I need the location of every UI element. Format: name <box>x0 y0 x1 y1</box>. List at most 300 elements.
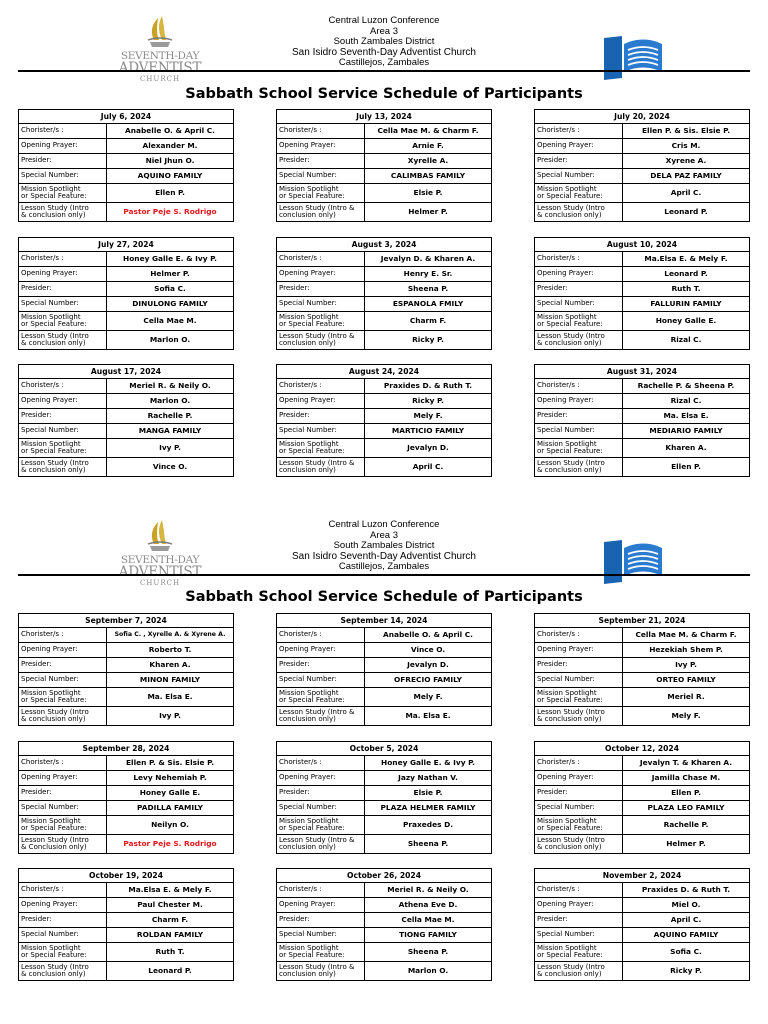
row-label: Mission Spotlight or Special Feature: <box>535 688 623 706</box>
row-lesson <box>535 458 749 476</box>
row-lesson <box>19 331 233 349</box>
value-special: AQUINO FAMILY <box>137 171 203 181</box>
row-presider <box>535 154 749 169</box>
value-opening: Arnie F. <box>412 141 444 151</box>
row-label: Presider: <box>535 409 623 423</box>
value-chorister: Ma.Elsa E. & Mely F. <box>128 885 212 895</box>
row-label: Chorister/s : <box>535 252 623 266</box>
value-chorister: Praxides D. & Ruth T. <box>641 885 731 895</box>
row-opening <box>19 394 233 409</box>
row-opening <box>19 643 233 658</box>
row-opening <box>535 267 749 282</box>
row-label: Opening Prayer: <box>277 898 365 912</box>
value-lesson: Ricky P. <box>412 335 444 345</box>
value-lesson: Marlon O. <box>407 966 449 976</box>
value-presider: Xyrelle A. <box>407 156 449 166</box>
header-church: San Isidro Seventh-Day Adventist Church <box>292 46 476 58</box>
row-chorister <box>19 756 233 771</box>
row-label: Special Number: <box>277 169 365 183</box>
schedule-card <box>18 741 234 854</box>
value-mission: Charm F. <box>409 316 447 326</box>
row-label: Chorister/s : <box>535 628 623 642</box>
value-mission: April C. <box>670 188 702 198</box>
value-opening: Marlon O. <box>149 396 191 406</box>
row-special <box>19 424 233 439</box>
page-header-2 <box>0 518 768 588</box>
row-label: Chorister/s : <box>19 124 107 138</box>
schedule-card <box>276 364 492 477</box>
row-lesson <box>277 203 491 221</box>
value-special: MEDIARIO FAMILY <box>649 426 723 436</box>
value-presider: Cella Mae M. <box>401 915 455 925</box>
row-label: Mission Spotlight or Special Feature: <box>277 943 365 961</box>
row-label: Special Number: <box>19 801 107 815</box>
row-label: Mission Spotlight or Special Feature: <box>277 688 365 706</box>
row-label: Opening Prayer: <box>535 394 623 408</box>
row-presider <box>277 658 491 673</box>
value-presider: Kharen A. <box>149 660 191 670</box>
row-mission <box>535 439 749 458</box>
value-opening: Jamilla Chase M. <box>651 773 721 783</box>
value-lesson: Ellen P. <box>671 462 701 472</box>
row-label: Chorister/s : <box>277 124 365 138</box>
row-special <box>277 169 491 184</box>
row-label: Mission Spotlight or Special Feature: <box>19 943 107 961</box>
row-label: Presider: <box>535 786 623 800</box>
value-lesson: Pastor Peje S. Rodrigo <box>123 207 217 217</box>
row-label: Mission Spotlight or Special Feature: <box>535 943 623 961</box>
row-label: Special Number: <box>535 801 623 815</box>
value-opening: Hezekiah Shem P. <box>649 645 723 655</box>
row-label: Lesson Study (Intro & conclusion only) <box>19 707 107 725</box>
row-mission <box>277 439 491 458</box>
logo-line-3: CHURCH <box>139 75 181 83</box>
row-lesson <box>19 962 233 980</box>
value-opening: Vince O. <box>410 645 446 655</box>
row-label: Lesson Study (Intro & conclusion only) <box>535 458 623 476</box>
row-label: Presider: <box>535 658 623 672</box>
row-label: Lesson Study (Intro & conclusion only) <box>535 962 623 980</box>
row-label: Mission Spotlight or Special Feature: <box>277 439 365 457</box>
schedule-card <box>276 741 492 854</box>
row-opening <box>535 643 749 658</box>
row-mission <box>277 184 491 203</box>
card-date: August 10, 2024 <box>535 238 749 252</box>
card-date: September 28, 2024 <box>19 742 233 756</box>
row-chorister <box>19 124 233 139</box>
card-date: August 17, 2024 <box>19 365 233 379</box>
row-opening <box>19 139 233 154</box>
schedule-card <box>534 237 750 350</box>
row-label: Lesson Study (Intro & conclusion only) <box>535 331 623 349</box>
row-label: Opening Prayer: <box>19 771 107 785</box>
card-date: October 19, 2024 <box>19 869 233 883</box>
card-date: September 14, 2024 <box>277 614 491 628</box>
row-special <box>19 297 233 312</box>
value-special: ROLDAN FAMILY <box>136 930 204 940</box>
row-opening <box>277 898 491 913</box>
row-label: Opening Prayer: <box>277 643 365 657</box>
value-mission: Cella Mae M. <box>143 316 197 326</box>
row-special <box>277 297 491 312</box>
row-lesson <box>535 203 749 221</box>
value-mission: Rachelle P. <box>663 820 709 830</box>
row-lesson <box>277 331 491 349</box>
card-date: September 7, 2024 <box>19 614 233 628</box>
row-special <box>19 801 233 816</box>
value-mission: Elsie P. <box>413 188 443 198</box>
value-special: MANGA FAMILY <box>138 426 202 436</box>
row-label: Opening Prayer: <box>19 394 107 408</box>
row-chorister <box>535 252 749 267</box>
page-title-2: Sabbath School Service Schedule of Participants <box>185 589 583 605</box>
row-label: Mission Spotlight or Special Feature: <box>535 312 623 330</box>
row-lesson <box>277 707 491 725</box>
schedule-card <box>18 109 234 222</box>
row-chorister <box>19 252 233 267</box>
schedule-card <box>276 109 492 222</box>
row-presider <box>535 282 749 297</box>
row-mission <box>19 688 233 707</box>
header-location: Castillejos, Zambales <box>338 561 430 572</box>
value-opening: Roberto T. <box>148 645 192 655</box>
value-lesson: Vince O. <box>152 462 188 472</box>
value-mission: Jevalyn D. <box>407 443 449 453</box>
row-lesson <box>19 203 233 221</box>
row-label: Special Number: <box>535 928 623 942</box>
row-label: Presider: <box>535 282 623 296</box>
value-special: OFRECIO FAMILY <box>393 675 463 685</box>
row-label: Special Number: <box>19 424 107 438</box>
row-opening <box>19 771 233 786</box>
row-presider <box>19 282 233 297</box>
row-presider <box>535 658 749 673</box>
row-label: Special Number: <box>535 673 623 687</box>
row-opening <box>535 898 749 913</box>
row-mission <box>277 688 491 707</box>
row-label: Opening Prayer: <box>535 771 623 785</box>
value-lesson: Leonard P. <box>148 966 192 976</box>
row-label: Lesson Study (Intro & Conclusion only) <box>19 835 107 853</box>
row-special <box>535 297 749 312</box>
value-lesson: Helmer P. <box>666 839 706 849</box>
value-presider: Niel Jhun O. <box>145 156 195 166</box>
row-presider <box>19 913 233 928</box>
sabbath-school-book-icon <box>602 538 664 584</box>
row-mission <box>19 312 233 331</box>
value-mission: Ivy P. <box>159 443 181 453</box>
row-label: Lesson Study (Intro & conclusion only) <box>277 458 365 476</box>
value-mission: Honey Galle E. <box>655 316 717 326</box>
schedule-card <box>18 364 234 477</box>
row-chorister <box>535 124 749 139</box>
value-mission: Ellen P. <box>155 188 185 198</box>
row-mission <box>535 312 749 331</box>
value-chorister: Anabelle O. & April C. <box>125 126 215 136</box>
schedule-card <box>276 613 492 726</box>
row-special <box>19 169 233 184</box>
row-opening <box>277 394 491 409</box>
value-chorister: Meriel R. & Neily O. <box>129 381 211 391</box>
row-mission <box>535 688 749 707</box>
row-chorister <box>535 756 749 771</box>
row-chorister <box>277 883 491 898</box>
value-chorister: Ellen P. & Sis. Elsie P. <box>125 758 215 768</box>
value-chorister: Meriel R. & Neily O. <box>387 885 469 895</box>
row-label: Mission Spotlight or Special Feature: <box>535 184 623 202</box>
row-label: Presider: <box>535 913 623 927</box>
row-label: Chorister/s : <box>277 756 365 770</box>
value-special: MARTICIO FAMILY <box>391 426 465 436</box>
value-presider: Mely F. <box>413 411 443 421</box>
schedule-card <box>534 613 750 726</box>
row-label: Opening Prayer: <box>19 898 107 912</box>
row-label: Lesson Study (Intro & conclusion only) <box>19 331 107 349</box>
row-presider <box>535 913 749 928</box>
card-date: November 2, 2024 <box>535 869 749 883</box>
row-label: Opening Prayer: <box>535 643 623 657</box>
row-label: Opening Prayer: <box>277 394 365 408</box>
row-chorister <box>19 628 233 643</box>
row-opening <box>535 394 749 409</box>
row-label: Lesson Study (Intro & conclusion only) <box>277 962 365 980</box>
row-lesson <box>277 962 491 980</box>
row-label: Chorister/s : <box>19 379 107 393</box>
row-presider <box>277 154 491 169</box>
value-mission: Ma. Elsa E. <box>147 692 193 702</box>
schedule-card <box>276 868 492 981</box>
row-label: Chorister/s : <box>535 124 623 138</box>
row-label: Lesson Study (Intro & conclusion only) <box>19 203 107 221</box>
value-opening: Henry E. Sr. <box>403 269 453 279</box>
value-chorister: Jevalyn D. & Kharen A. <box>380 254 476 264</box>
value-opening: Leonard P. <box>664 269 708 279</box>
row-opening <box>277 139 491 154</box>
row-label: Lesson Study (Intro & conclusion only) <box>277 835 365 853</box>
value-chorister: Anabelle O. & April C. <box>383 630 473 640</box>
row-label: Chorister/s : <box>19 252 107 266</box>
value-opening: Ricky P. <box>412 396 444 406</box>
row-label: Mission Spotlight or Special Feature: <box>277 184 365 202</box>
row-chorister <box>19 379 233 394</box>
schedule-card <box>18 237 234 350</box>
value-chorister: Honey Galle E. & Ivy P. <box>123 254 217 264</box>
row-label: Special Number: <box>535 169 623 183</box>
card-date: July 6, 2024 <box>19 110 233 124</box>
value-presider: April C. <box>670 915 702 925</box>
row-label: Presider: <box>535 154 623 168</box>
schedule-card <box>534 364 750 477</box>
row-label: Mission Spotlight or Special Feature: <box>277 816 365 834</box>
row-label: Chorister/s : <box>277 252 365 266</box>
row-opening <box>19 267 233 282</box>
row-label: Presider: <box>277 913 365 927</box>
row-opening <box>535 139 749 154</box>
row-mission <box>19 816 233 835</box>
row-mission <box>277 816 491 835</box>
card-date: August 24, 2024 <box>277 365 491 379</box>
row-lesson <box>535 707 749 725</box>
value-presider: Ellen P. <box>671 788 701 798</box>
value-special: DINULONG FAMILY <box>132 299 208 309</box>
value-presider: Honey Galle E. <box>139 788 201 798</box>
row-chorister <box>19 883 233 898</box>
row-lesson <box>277 835 491 853</box>
value-presider: Ivy P. <box>675 660 697 670</box>
value-mission: Kharen A. <box>665 443 707 453</box>
row-mission <box>277 312 491 331</box>
row-presider <box>535 786 749 801</box>
row-special <box>277 673 491 688</box>
header-district: South Zambales District <box>333 540 435 551</box>
schedule-card <box>534 109 750 222</box>
row-label: Chorister/s : <box>535 756 623 770</box>
row-lesson <box>535 835 749 853</box>
header-conference: Central Luzon Conference <box>328 15 440 26</box>
value-chorister: Ellen P. & Sis. Elsie P. <box>641 126 731 136</box>
row-label: Special Number: <box>19 169 107 183</box>
row-label: Lesson Study (Intro & conclusion only) <box>19 458 107 476</box>
value-lesson: Ricky P. <box>670 966 702 976</box>
card-date: August 31, 2024 <box>535 365 749 379</box>
schedule-card <box>534 868 750 981</box>
row-label: Special Number: <box>535 297 623 311</box>
row-special <box>277 928 491 943</box>
row-chorister <box>277 252 491 267</box>
value-presider: Rachelle P. <box>147 411 193 421</box>
schedule-card <box>534 741 750 854</box>
row-special <box>277 424 491 439</box>
row-label: Presider: <box>19 658 107 672</box>
row-special <box>535 801 749 816</box>
value-chorister: Sofia C. , Xyrelle A. & Xyrene A. <box>114 630 226 638</box>
row-label: Special Number: <box>19 673 107 687</box>
card-date: September 21, 2024 <box>535 614 749 628</box>
header-rule-1 <box>18 70 750 72</box>
row-presider <box>19 786 233 801</box>
row-label: Chorister/s : <box>277 628 365 642</box>
row-lesson <box>19 458 233 476</box>
row-label: Chorister/s : <box>19 756 107 770</box>
row-presider <box>277 409 491 424</box>
value-special: ORTEO FAMILY <box>656 675 716 685</box>
row-presider <box>277 282 491 297</box>
value-presider: Charm F. <box>151 915 189 925</box>
row-label: Mission Spotlight or Special Feature: <box>277 312 365 330</box>
value-opening: Jazy Nathan V. <box>398 773 458 783</box>
logo-line-1: SEVENTH-DAY <box>120 50 200 62</box>
value-mission: Meriel R. <box>667 692 705 702</box>
value-opening: Levy Nehemiah P. <box>133 773 207 783</box>
value-presider: Elsie P. <box>413 788 443 798</box>
row-special <box>19 928 233 943</box>
row-label: Opening Prayer: <box>19 643 107 657</box>
logo-line-2: ADVENTIST <box>118 564 202 580</box>
row-label: Special Number: <box>19 928 107 942</box>
row-label: Presider: <box>277 154 365 168</box>
value-lesson: April C. <box>412 462 444 472</box>
header-conference: Central Luzon Conference <box>328 519 440 530</box>
row-label: Special Number: <box>277 297 365 311</box>
row-label: Mission Spotlight or Special Feature: <box>19 688 107 706</box>
row-lesson <box>277 458 491 476</box>
row-label: Presider: <box>277 786 365 800</box>
value-presider: Ma. Elsa E. <box>663 411 709 421</box>
value-special: PLAZA HELMER FAMILY <box>380 803 476 813</box>
row-label: Chorister/s : <box>277 883 365 897</box>
header-area: Area 3 <box>370 529 398 541</box>
row-label: Presider: <box>277 282 365 296</box>
row-label: Chorister/s : <box>535 379 623 393</box>
logo-line-2: ADVENTIST <box>118 60 202 76</box>
card-date: August 3, 2024 <box>277 238 491 252</box>
row-chorister <box>277 756 491 771</box>
value-mission: Praxedes D. <box>402 820 454 830</box>
row-chorister <box>277 124 491 139</box>
logo-line-3: CHURCH <box>139 579 181 587</box>
row-label: Lesson Study (Intro & conclusion only) <box>277 331 365 349</box>
value-special: ESPANOLA FMILY <box>392 299 464 309</box>
value-chorister: Praxides D. & Ruth T. <box>383 381 473 391</box>
row-opening <box>19 898 233 913</box>
row-special <box>535 673 749 688</box>
value-mission: Sofia C. <box>670 947 702 957</box>
value-special: TIONG FAMILY <box>399 930 457 940</box>
schedule-card <box>18 868 234 981</box>
value-lesson: Mely F. <box>671 711 701 721</box>
header-location: Castillejos, Zambales <box>338 57 430 68</box>
value-opening: Athena Eve D. <box>398 900 458 910</box>
row-special <box>19 673 233 688</box>
row-label: Opening Prayer: <box>535 898 623 912</box>
row-label: Special Number: <box>277 673 365 687</box>
row-opening <box>535 771 749 786</box>
row-label: Presider: <box>19 282 107 296</box>
row-label: Special Number: <box>277 801 365 815</box>
value-lesson: Rizal C. <box>670 335 702 345</box>
row-mission <box>535 816 749 835</box>
row-label: Opening Prayer: <box>19 139 107 153</box>
row-mission <box>277 943 491 962</box>
row-chorister <box>277 628 491 643</box>
value-opening: Paul Chester M. <box>137 900 203 910</box>
row-special <box>535 424 749 439</box>
header-area: Area 3 <box>370 25 398 37</box>
page-header-1 <box>0 14 768 84</box>
sabbath-school-book-icon <box>602 34 664 80</box>
value-mission: Sheena P. <box>407 947 449 957</box>
row-mission <box>535 943 749 962</box>
value-lesson: Pastor Peje S. Rodrigo <box>123 839 217 849</box>
row-label: Special Number: <box>19 297 107 311</box>
value-lesson: Ma. Elsa E. <box>405 711 451 721</box>
row-label: Lesson Study (Intro & conclusion only) <box>19 962 107 980</box>
value-chorister: Ma.Elsa E. & Mely F. <box>644 254 728 264</box>
value-chorister: Cella Mae M. & Charm F. <box>377 126 479 136</box>
row-presider <box>277 786 491 801</box>
row-label: Chorister/s : <box>277 379 365 393</box>
row-label: Opening Prayer: <box>535 139 623 153</box>
row-label: Opening Prayer: <box>277 267 365 281</box>
value-lesson: Ivy P. <box>159 711 181 721</box>
card-date: July 20, 2024 <box>535 110 749 124</box>
row-chorister <box>535 379 749 394</box>
row-chorister <box>277 379 491 394</box>
value-chorister: Cella Mae M. & Charm F. <box>635 630 737 640</box>
card-date: October 26, 2024 <box>277 869 491 883</box>
row-opening <box>277 643 491 658</box>
value-presider: Xyrene A. <box>665 156 707 166</box>
